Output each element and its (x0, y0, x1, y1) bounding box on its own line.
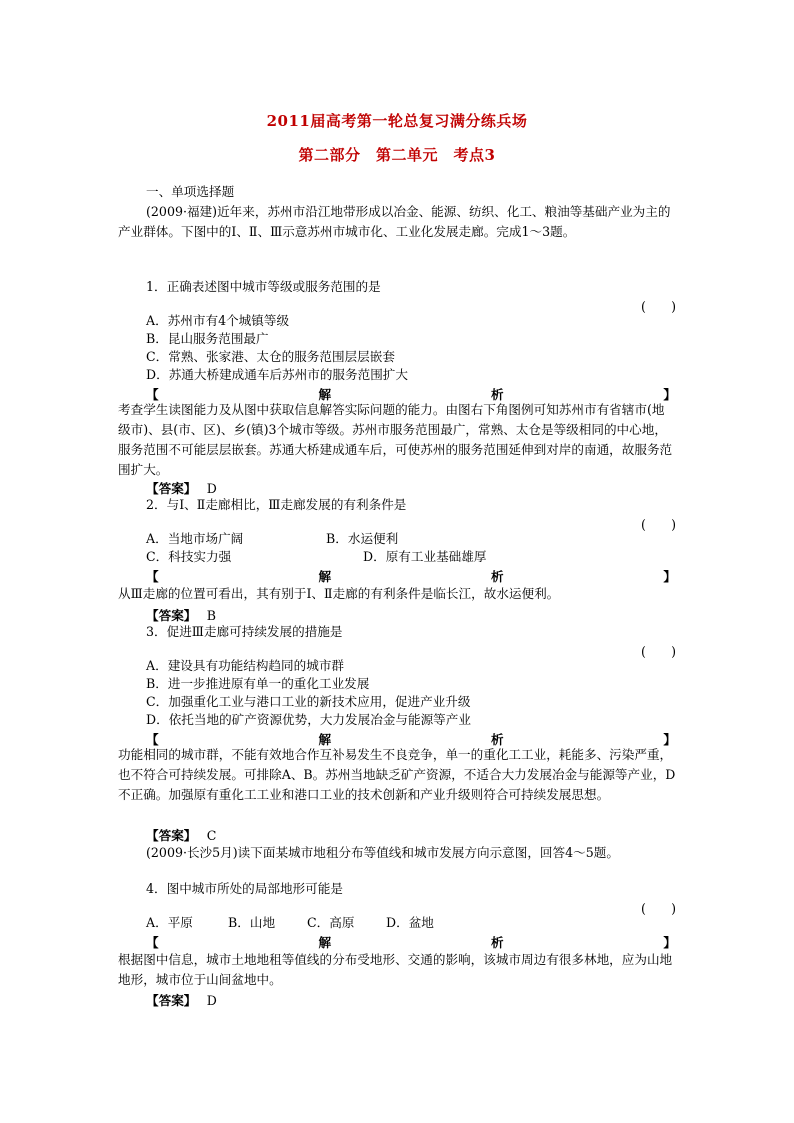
bracket-open: 【 (146, 387, 159, 402)
intro-paragraph-1: (2009·福建)近年来，苏州市沿江地带形成以冶金、能源、纺织、化工、粮油等基础产业为主的产业群体。下图中的Ⅰ、Ⅱ、Ⅲ示意苏州市城市化、工业化发展走廊。完成1～3题。 (118, 204, 671, 239)
q1-stem: 1．正确表述图中城市等级或服务范围的是 (146, 279, 381, 294)
bracket-close: 】 (663, 732, 676, 747)
q2-answer-blank: ( ) (640, 517, 676, 532)
q2-option-b: B．水运便利 (326, 531, 399, 546)
q4-option-b: B．山地 (228, 915, 276, 930)
jiexi-char-1: 解 (318, 732, 332, 747)
bracket-close: 】 (663, 387, 676, 402)
bracket-close: 】 (663, 935, 676, 950)
answer-label: 【答案】 (146, 993, 191, 1008)
q3-answer (146, 825, 216, 844)
answer-label: 【答案】 (146, 481, 191, 496)
q3-analysis: 功能相同的城市群，不能有效地合作互补易发生不良竞争，单一的重化工工业，耗能多、污染严重，也不符合可持续发展。可排除A、B。苏州当地缺乏矿产资源，不适合大力发展冶金与能源等产业，D不正确。加强原有重化工工业和港口工业的技术创新和产业升级则符合可持续发展思想。 (118, 747, 676, 802)
q3-option-c: C．加强重化工业与港口工业的新技术应用，促进产业升级 (146, 694, 471, 709)
answer-label: 【答案】 (146, 828, 191, 843)
q2-answer (146, 605, 216, 624)
q2-option-d: D．原有工业基础雄厚 (363, 549, 487, 564)
q3-option-b: B．进一步推进原有单一的重化工业发展 (146, 676, 370, 691)
bracket-open: 【 (146, 569, 159, 584)
q4-answer-value: D (206, 993, 217, 1008)
q4-option-a: A．平原 (146, 915, 193, 930)
q3-option-d: D．依托当地的矿产资源优势，大力发展冶金与能源等产业 (146, 712, 471, 727)
jiexi-char-2: 析 (490, 387, 504, 402)
q1-answer-value: D (206, 481, 217, 496)
jiexi-char-2: 析 (490, 732, 504, 747)
q4-answer-blank: ( ) (640, 901, 676, 916)
q2-analysis-heading (146, 566, 676, 585)
q1-option-c: C．常熟、张家港、太仓的服务范围层层嵌套 (146, 349, 395, 364)
q1-answer (146, 478, 217, 497)
q2-analysis: 从Ⅲ走廊的位置可看出，其有别于Ⅰ、Ⅱ走廊的有利条件是临长江，故水运便利。 (118, 586, 560, 601)
q1-answer-blank: ( ) (640, 299, 676, 314)
bracket-open: 【 (146, 935, 159, 950)
intro-paragraph-2: (2009·长沙5月)读下面某城市地租分布等值线和城市发展方向示意图，回答4～5题。 (146, 845, 619, 860)
q4-answer (146, 990, 217, 1009)
q4-stem: 4．图中城市所处的局部地形可能是 (146, 881, 343, 896)
q2-stem: 2．与Ⅰ、Ⅱ走廊相比，Ⅲ走廊发展的有利条件是 (146, 497, 407, 512)
jiexi-char-1: 解 (318, 569, 332, 584)
q3-answer-blank: ( ) (640, 644, 676, 659)
jiexi-char-1: 解 (318, 387, 332, 402)
q4-analysis-heading (146, 932, 676, 951)
q4-option-d: D．盆地 (386, 915, 434, 930)
q3-stem: 3．促进Ⅲ走廊可持续发展的措施是 (146, 624, 343, 639)
page-title: 2011届高考第一轮总复习满分练兵场 (266, 112, 528, 130)
answer-label: 【答案】 (146, 608, 191, 623)
q1-analysis: 考查学生读图能力及从图中获取信息解答实际问题的能力。由图右下角图例可知苏州市有省辖市(地级市)、县(市、区)、乡(镇)3个城市等级。苏州市服务范围最广，常熟、太仓是等级相同的中心地，服务范围不可能层层嵌套。苏通大桥建成通车后，可使苏州的服务范围延伸到对岸的南通，故服务范围扩大。 (118, 402, 673, 477)
q2-option-c: C．科技实力强 (146, 549, 232, 564)
bracket-open: 【 (146, 732, 159, 747)
q1-option-a: A．苏州市有4个城镇等级 (146, 313, 290, 328)
jiexi-char-2: 析 (490, 935, 504, 950)
q4-option-c: C．高原 (307, 915, 355, 930)
q3-option-a: A．建设具有功能结构趋同的城市群 (146, 658, 345, 673)
page-subtitle: 第二部分 第二单元 考点3 (298, 146, 496, 164)
jiexi-char-2: 析 (490, 569, 504, 584)
q4-analysis: 根据图中信息，城市土地地租等值线的分布受地形、交通的影响，该城市周边有很多林地，应为山地地形，城市位于山间盆地中。 (118, 952, 673, 987)
q1-option-d: D．苏通大桥建成通车后苏州市的服务范围扩大 (146, 367, 408, 382)
q1-option-b: B．昆山服务范围最广 (146, 331, 269, 346)
bracket-close: 】 (663, 569, 676, 584)
q2-option-a: A．当地市场广阔 (146, 531, 244, 546)
q3-answer-value: C (206, 828, 217, 843)
jiexi-char-1: 解 (318, 935, 332, 950)
q2-answer-value: B (206, 608, 216, 623)
section-heading: 一、单项选择题 (146, 184, 235, 199)
